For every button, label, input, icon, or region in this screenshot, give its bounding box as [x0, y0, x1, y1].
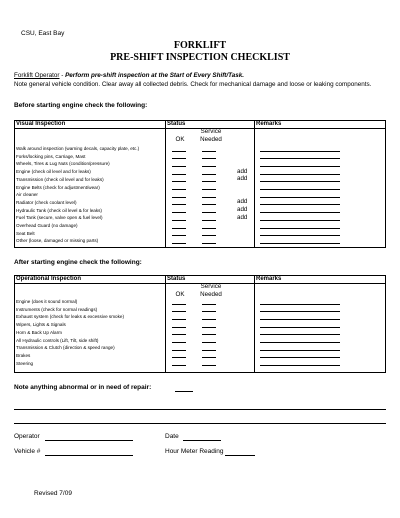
ok-blank[interactable] [172, 166, 186, 167]
needed-label: Needed [200, 291, 222, 298]
service-needed-blank[interactable] [202, 334, 216, 335]
col-status: Status [167, 121, 186, 127]
operator-label: Forklift Operator [14, 72, 60, 79]
add-note: add [237, 167, 248, 175]
row-label: Engine (does it sound normal) [16, 299, 78, 304]
service-needed-blank[interactable] [202, 365, 216, 366]
ok-blank[interactable] [172, 334, 186, 335]
section2-heading: After starting engine check the following: [14, 259, 142, 266]
remarks-blank[interactable] [260, 174, 340, 175]
table-row [15, 313, 385, 321]
vehicle-field[interactable] [45, 455, 133, 456]
remarks-blank[interactable] [260, 365, 340, 366]
row-label: Forks/locking pins, Carriage, Mast [16, 153, 86, 159]
ok-blank[interactable] [172, 189, 186, 190]
ok-label: OK [175, 291, 185, 298]
ok-blank[interactable] [172, 311, 186, 312]
service-needed-blank[interactable] [202, 174, 216, 175]
service-needed-blank[interactable] [202, 350, 216, 351]
service-needed-blank[interactable] [202, 151, 216, 152]
add-note: add [237, 198, 248, 206]
ok-blank[interactable] [172, 174, 186, 175]
repair-line-1[interactable] [14, 409, 386, 410]
service-needed-blank[interactable] [202, 189, 216, 190]
remarks-blank[interactable] [260, 327, 340, 328]
table-row [15, 191, 385, 199]
service-label: Service [200, 283, 222, 290]
service-needed-blank[interactable] [202, 228, 216, 229]
abnormal-label [14, 384, 151, 391]
section1-heading: Before starting engine check the following: [14, 102, 148, 109]
date-field[interactable] [183, 440, 221, 441]
ok-blank[interactable] [172, 350, 186, 351]
repair-line-2[interactable] [14, 423, 386, 424]
ok-blank[interactable] [172, 365, 186, 366]
service-needed-blank[interactable] [202, 235, 216, 236]
abnormal-text: Note anything abnormal or in need of repair: [14, 384, 152, 391]
row-label: Horn & Back Up Alarm [16, 329, 62, 335]
date-label: Date [165, 433, 179, 440]
vehicle-label: Vehicle # [14, 448, 41, 455]
table-row [15, 344, 385, 352]
remarks-blank[interactable] [260, 151, 340, 152]
table-row [15, 199, 385, 207]
remarks-blank[interactable] [260, 319, 340, 320]
remarks-blank[interactable] [260, 212, 340, 213]
table-row [15, 321, 385, 329]
table-row [15, 360, 385, 368]
table-row [15, 306, 385, 314]
remarks-blank[interactable] [260, 181, 340, 182]
remarks-blank[interactable] [260, 334, 340, 335]
remarks-blank[interactable] [260, 243, 340, 244]
hour-meter-field[interactable] [225, 455, 255, 456]
ok-blank[interactable] [172, 342, 186, 343]
remarks-blank[interactable] [260, 204, 340, 205]
row-label: Overhead Guard (no damage) [16, 223, 78, 228]
remarks-blank[interactable] [260, 304, 340, 305]
service-label: Service [200, 128, 222, 135]
ok-blank[interactable] [172, 304, 186, 305]
remarks-blank[interactable] [260, 235, 340, 236]
title-line-2: PRE-SHIFT INSPECTION CHECKLIST [110, 52, 290, 63]
service-needed-blank[interactable] [202, 158, 216, 159]
service-needed-blank[interactable] [202, 319, 216, 320]
remarks-blank[interactable] [260, 342, 340, 343]
operator-label: Operator [14, 433, 40, 440]
service-needed-blank[interactable] [202, 304, 216, 305]
add-note: add [237, 206, 248, 214]
row-label: Wipers, Lights & Signals [16, 322, 66, 328]
service-needed-blank[interactable] [202, 357, 216, 358]
table-row [15, 168, 385, 176]
row-label: Transmission (check oil level and for leaks) [16, 176, 104, 182]
remarks-blank[interactable] [260, 311, 340, 312]
service-needed-blank[interactable] [202, 342, 216, 343]
row-label: Hydraulic Tank (check oil level & for leaks) [16, 207, 102, 213]
table-row [15, 214, 385, 222]
row-label: Instruments (check for normal readings) [16, 306, 98, 312]
service-needed-blank[interactable] [202, 220, 216, 221]
ok-blank[interactable] [172, 327, 186, 328]
table-row [15, 160, 385, 168]
intro-note: Note general vehicle condition. Clear away all collected debris. Check for mechanical damage and loose or leaking components. [14, 80, 372, 88]
table-row [15, 222, 385, 230]
ok-blank[interactable] [172, 228, 186, 229]
table-row [15, 145, 385, 153]
remarks-blank[interactable] [260, 166, 340, 167]
remarks-blank[interactable] [260, 197, 340, 198]
table-row [15, 337, 385, 345]
ok-blank[interactable] [172, 151, 186, 152]
row-label: Engine (check oil level and for leaks) [16, 169, 91, 175]
col-operational-inspection: Operational Inspection [16, 276, 82, 282]
hour-meter-label: Hour Meter Reading [165, 448, 224, 455]
ok-blank[interactable] [172, 319, 186, 320]
table-row [15, 352, 385, 360]
service-needed-blank[interactable] [202, 181, 216, 182]
remarks-blank[interactable] [260, 189, 340, 190]
row-label: Other (loose, damaged or missing parts) [16, 238, 99, 244]
operator-field[interactable] [45, 440, 133, 441]
table-row [15, 153, 385, 161]
intro-dash: - [59, 72, 66, 79]
row-label: Fuel Tank (secure, valve open & fuel level) [16, 215, 103, 221]
ok-blank[interactable] [172, 181, 186, 182]
table-row [15, 184, 385, 192]
ok-blank[interactable] [172, 235, 186, 236]
table-row [15, 298, 385, 306]
table-row [15, 230, 385, 238]
service-needed-blank[interactable] [202, 212, 216, 213]
organization-name: CSU, East Bay [21, 30, 65, 37]
remarks-blank[interactable] [260, 158, 340, 159]
row-label: Air cleaner [16, 192, 38, 198]
row-label: Walk around inspection (warning decals, capacity plate, etc.) [16, 146, 140, 151]
intro-block [14, 72, 384, 89]
row-label: Seat Belt [16, 230, 35, 236]
ok-blank[interactable] [172, 158, 186, 159]
col-visual-inspection: Visual Inspection [16, 121, 66, 127]
revised-note: Revised 7/09 [34, 490, 72, 497]
ok-blank[interactable] [172, 220, 186, 221]
table-row [15, 329, 385, 337]
service-needed-blank[interactable] [202, 166, 216, 167]
row-label: Radiator (check coolant level) [16, 199, 77, 205]
row-label: Transmission & Clutch (direction & speed range) [16, 345, 115, 351]
col-remarks: Remarks [256, 276, 282, 282]
visual-inspection-table [14, 120, 386, 248]
ok-blank[interactable] [172, 204, 186, 205]
service-needed-blank[interactable] [202, 327, 216, 328]
ok-blank[interactable] [172, 197, 186, 198]
col-status: Status [167, 276, 186, 282]
remarks-blank[interactable] [260, 228, 340, 229]
col-remarks: Remarks [256, 121, 282, 127]
needed-label: Needed [200, 136, 222, 143]
service-needed-blank[interactable] [202, 197, 216, 198]
row-label: Brakes [16, 352, 31, 358]
ok-blank[interactable] [172, 212, 186, 213]
table-row [15, 176, 385, 184]
row-label: Engine Belts (check for adjustment/wear) [16, 184, 100, 190]
row-label: Exhaust system (check for leaks & excessive smoke) [16, 314, 124, 320]
add-note: add [237, 175, 248, 183]
title-line-1: FORKLIFT [173, 40, 227, 51]
service-needed-blank[interactable] [202, 311, 216, 312]
ok-label: OK [175, 136, 185, 143]
operational-inspection-table [14, 275, 386, 373]
ok-blank[interactable] [172, 357, 186, 358]
remarks-blank[interactable] [260, 357, 340, 358]
service-needed-blank[interactable] [202, 204, 216, 205]
row-label: Steering [16, 360, 34, 366]
ok-blank[interactable] [172, 243, 186, 244]
abnormal-blank [175, 391, 193, 392]
row-label: Wheels, Tires & Lug Nuts (condition/pressure) [16, 161, 110, 167]
service-needed-blank[interactable] [202, 243, 216, 244]
table-row [15, 237, 385, 245]
row-label: All Hydraulic controls (Lift, Tilt, side shift) [16, 337, 99, 343]
add-note: add [237, 213, 248, 221]
table-row [15, 207, 385, 215]
intro-instruction: Perform pre-shift inspection at the Start of Every Shift/Task. [65, 72, 245, 79]
remarks-blank[interactable] [260, 220, 340, 221]
remarks-blank[interactable] [260, 350, 340, 351]
